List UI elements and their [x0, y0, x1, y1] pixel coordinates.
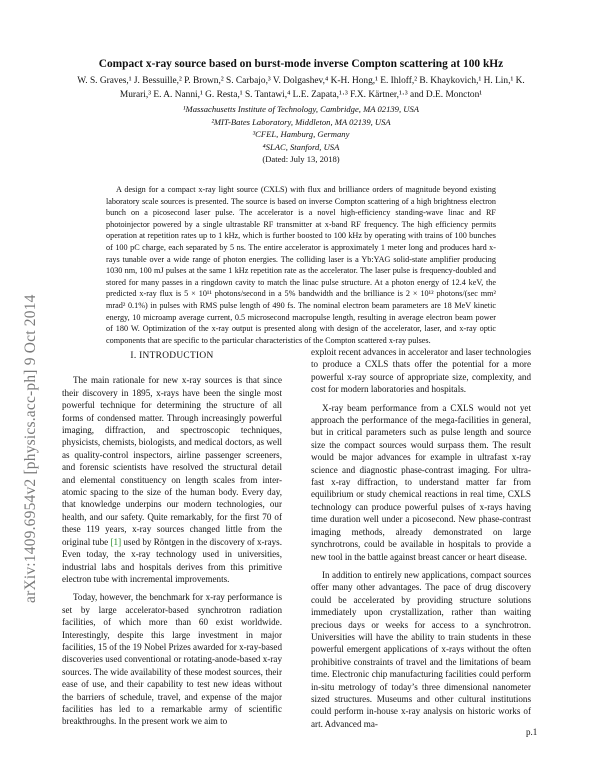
arxiv-sidebar-stamp — [0, 0, 40, 776]
right-column — [311, 346, 531, 736]
paper-title: Compact x-ray source based on burst-mode inverse Compton scattering at 100 kHz — [98, 58, 504, 70]
affiliations — [62, 103, 540, 166]
dated-line: (Dated: July 13, 2018) — [262, 154, 340, 165]
author-list: W. S. Graves,¹ J. Bessuille,² P. Brown,² S. Carbajo,³ V. Dolgashev,⁴ K-H. Hong,¹ E. Ihloff,² B. Khaykovich,¹ H. Lin,¹ K. Murari,³ E. A. Nanni,¹ G. Resta,¹ S. Tantawi,⁴ L.E. Zapata,¹·³ F.X. Kärtner,¹·³ and D.E. Moncton¹ — [77, 76, 525, 100]
citation-link-1[interactable]: [1] — [110, 536, 122, 547]
section-heading-introduction: I. INTRODUCTION — [130, 351, 214, 361]
intro-paragraph-1 — [62, 374, 282, 585]
intro-paragraph-1-text-a: The main rationale for new x-ray sources is that since their discovery in 1895, x-rays have been the single most powerful technique for determining the structure of all forms of condensed matter. Through increasingly powerful imaging, diffraction, and spectroscopic techniques, physicists, chemists, biologists, and medical doctors, as well as quality-control inspectors, airline passenger screeners, and forensic scientists have resolved the structural detail and elemental constituency on length scales from inter-atomic spacing to the size of the human body. Every day, that knowledge underpins our modern technologies, our health, and our safety. Quite remarkably, for the first 70 of these 119 years, x-ray sources changed little from the original tube — [62, 375, 282, 547]
affiliation-4: ⁴SLAC, Stanford, USA — [262, 141, 340, 152]
page-number: p.1 — [526, 727, 538, 737]
intro-paragraph-1-text-b: used by Röntgen in the discovery of x-rays. Even today, the x-ray technology used in universities, industrial labs and hospitals derives from this primitive electron tube with incremental improvements. — [62, 536, 282, 584]
left-column — [62, 350, 282, 734]
intro-paragraph-3: X-ray beam performance from a CXLS would not yet approach the performance of the mega-facilities in general, but in critical parameters such as pulse length and source size the compact sources would surpass them. The result would be major advances for example in ultrafast x-ray science and diagnostic phase-contrast imaging. For ultra-fast x-ray diffraction, to understand matter far from equilibrium or study chemical reactions in real time, CXLS technology can produce powerful pulses of x-rays having time duration well under a picosecond. New phase-contrast imaging methods, already demonstrated on large synchrotrons, could be available in hospitals to provide a new tool in the battle against breast cancer or heart disease. — [311, 402, 531, 562]
affiliation-3: ³CFEL, Hamburg, Germany — [252, 129, 350, 140]
intro-paragraph-4: In addition to entirely new applications, compact sources offer many other advantages. The pace of drug discovery could be accelerated by providing structure solutions immediately upon crystallization, rather than waiting precious days or weeks for access to a synchrotron. Universities will have the ability to train students in these powerful emergent applications of x-rays without the often prohibitive constraints of travel and the limitations of beam time. Electronic chip manufacturing facilities could perform in-situ metrology of today’s three dimensional nanometer sized structures. Museums and other cultural institutions could perform in-house x-ray analysis on historic works of art. Advanced ma- — [311, 569, 531, 729]
intro-paragraph-2: Today, however, the benchmark for x-ray performance is set by large accelerator-based synchrotron radiation facilities, of which more than 60 exist worldwide. Interestingly, despite this large investment in major facilities, 15 of the 19 Nobel Prizes awarded for x-ray-based discoveries used conventional or rotating-anode-based x-ray sources. The wide availability of these modest sources, their ease of use, and their capability to test new ideas without the barriers of schedule, travel, and expense of the major facilities has led to a remarkable army of scientific breakthroughs. In the present work we aim to — [62, 592, 282, 727]
abstract: A design for a compact x-ray light source (CXLS) with flux and brilliance orders of magnitude beyond existing laboratory scale sources is presented. The source is based on inverse Compton scattering of a high brightness electron bunch on a picosecond laser pulse. The accelerator is a novel high-efficiency standing-wave linac and RF photoinjector powered by a single ultrastable RF transmitter at x-band RF frequency. The high efficiency permits operation at repetition rates up to 1 kHz, which is further boosted to 100 kHz by operating with trains of 100 bunches of 100 pC charge, each separated by 5 ns. The entire accelerator is approximately 1 meter long and produces hard x-rays tunable over a wide range of photon energies. The colliding laser is a Yb:YAG solid-state amplifier producing 1030 nm, 100 mJ pulses at the same 1 kHz repetition rate as the accelerator. The laser pulse is frequency-doubled and stored for many passes in a ringdown cavity to match the linac pulse structure. At a photon energy of 12.4 keV, the predicted x-ray flux is 5 × 10¹¹ photons/second in a 5% bandwidth and the brilliance is 2 × 10¹² photons/(sec mm² mrad² 0.1%) in pulses with RMS pulse length of 490 fs. The nominal electron beam parameters are 18 MeV kinetic energy, 10 microamp average current, 0.5 microsecond macropulse length, resulting in average electron beam power of 180 W. Optimization of the x-ray output is presented along with design of the accelerator, laser, and x-ray optic components that are specific to the particular characteristics of the Compton scattered x-ray pulses. — [106, 185, 496, 345]
affiliation-2: ²MIT-Bates Laboratory, Middleton, MA 02139, USA — [211, 116, 391, 127]
intro-paragraph-2-continued: exploit recent advances in accelerator and laser technologies to produce a CXLS thats offer the potential for a more powerful x-ray source of appropriate size, complexity, and cost for modern laboratories and hospitals. — [311, 347, 531, 395]
arxiv-identifier: arXiv:1409.6954v2 [physics.acc-ph] 9 Oct 2014 — [22, 294, 39, 603]
affiliation-1: ¹Massachusetts Institute of Technology, Cambridge, MA 02139, USA — [182, 104, 420, 114]
